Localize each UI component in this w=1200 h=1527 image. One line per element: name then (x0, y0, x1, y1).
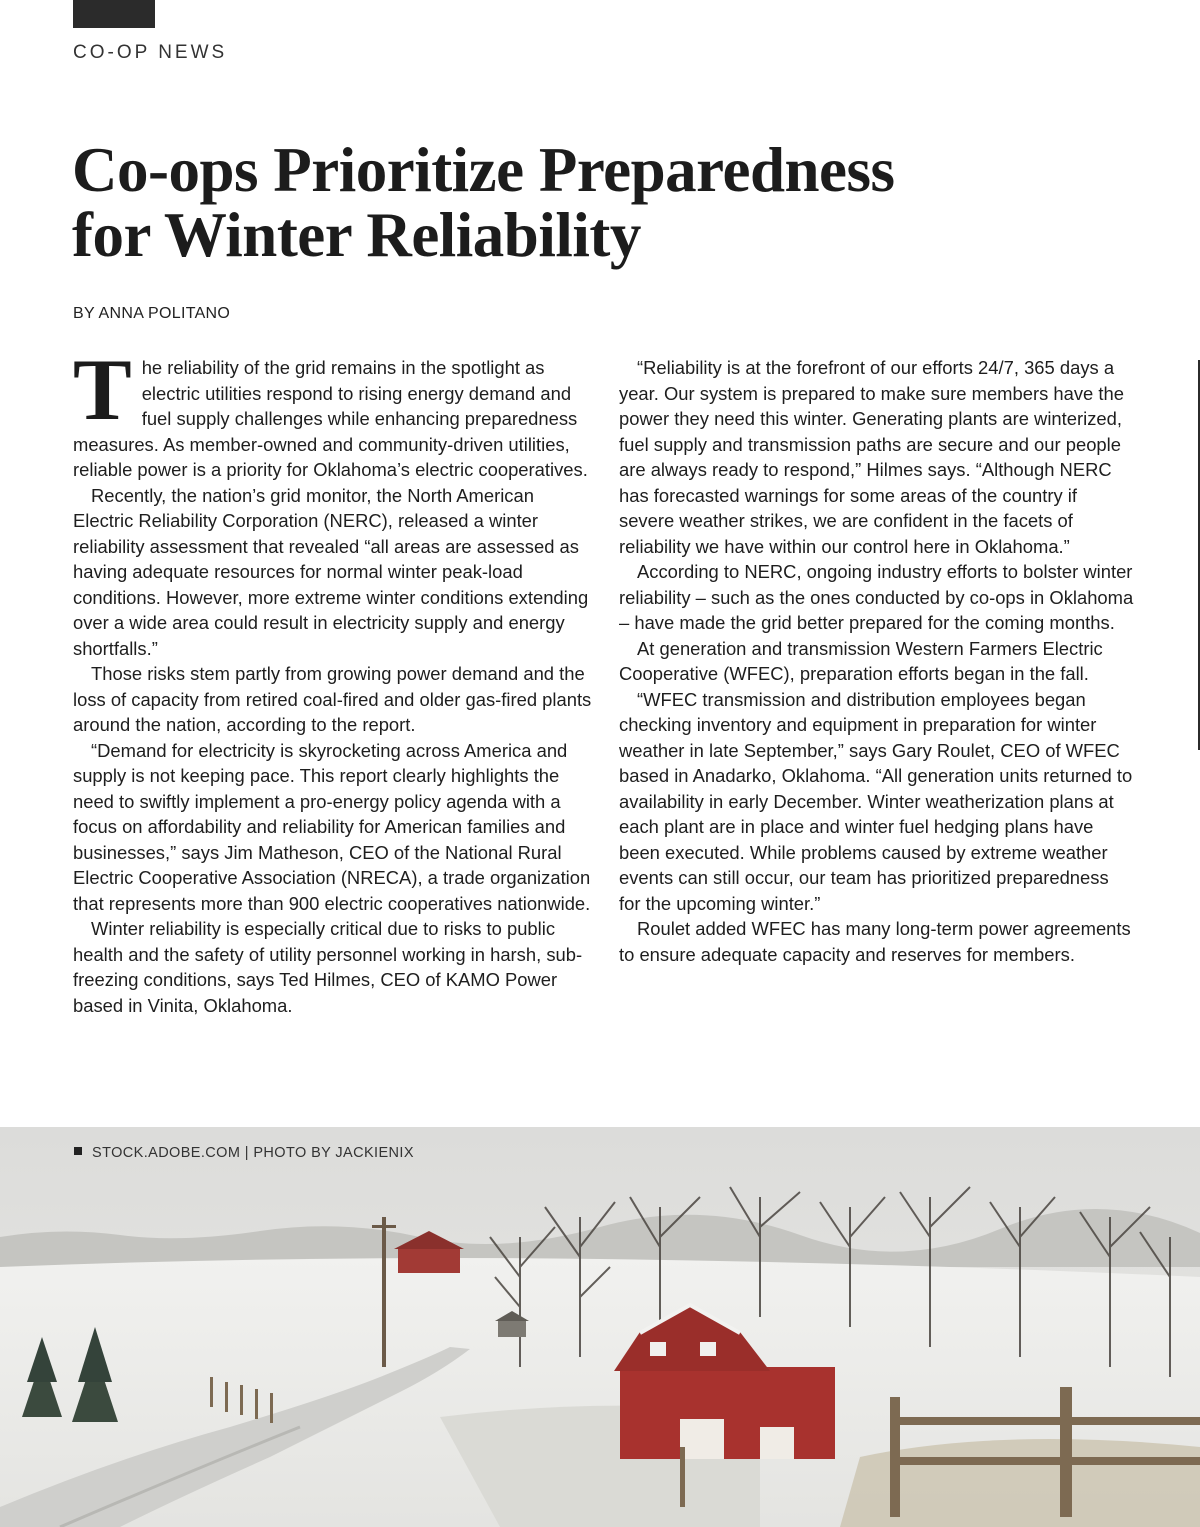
section-label: CO-OP NEWS (73, 42, 228, 63)
article-paragraph: Recently, the nation’s grid monitor, the North American Electric Reliability Corporation (NERC), released a winter reliability assessment that revealed “all areas are assessed as having adequate resources for normal winter peak-load conditions. However, more extreme winter conditions extending over a wide area could result in electricity supply and energy shortfalls.” (73, 484, 589, 659)
credit-square-icon (74, 1147, 82, 1155)
article-paragraph: According to NERC, ongoing industry efforts to bolster winter reliability – such as the ones conducted by co-ops in Oklahoma – have made the grid better prepared for the coming months. (619, 561, 1134, 633)
winter-farm-illustration (0, 1127, 1200, 1527)
article-column-right (619, 355, 1134, 967)
winter-farm-photo (0, 1127, 1200, 1527)
section-tab-bar (73, 0, 155, 28)
headline-line-1: Co-ops Prioritize Preparedness (72, 135, 895, 205)
article-paragraph: At generation and transmission Western Farmers Electric Cooperative (WFEC), preparation efforts began in the fall. (619, 637, 1103, 684)
byline: BY ANNA POLITANO (73, 305, 231, 322)
headline-line-2: for Winter Reliability (72, 200, 641, 270)
article-paragraph: “WFEC transmission and distribution employees began checking inventory and equipment in preparation for winter weather in late September,” says Gary Roulet, CEO of WFEC based in Anadarko, Oklahoma. “All generation units returned to availability in early December. Winter weatherization plans at each plant are in place and winter fuel hedging plans have been executed. While problems caused by extreme weather events can still occur, our team has prioritized preparedness for the upcoming winter.” (619, 688, 1133, 914)
photo-credit: STOCK.ADOBE.COM | PHOTO BY JACKIENIX (74, 1145, 414, 1161)
drop-cap: T (73, 342, 132, 439)
article-paragraph: Winter reliability is especially critical due to risks to public health and the safety of utility personnel working in harsh, sub-freezing conditions, says Ted Hilmes, CEO of KAMO Power based in Vinita, Oklahoma. (73, 918, 583, 1016)
article-paragraph: Roulet added WFEC has many long-term power agreements to ensure adequate capacity and reserves for members. (619, 918, 1131, 965)
article-column-left (73, 342, 593, 1018)
article-paragraph: Those risks stem partly from growing power demand and the loss of capacity from retired coal-fired and older gas-fired plants around the nation, according to the report. (73, 663, 592, 735)
article-paragraph: “Demand for electricity is skyrocketing across America and supply is not keeping pace. This report clearly highlights the need to swiftly implement a pro-energy policy agenda with a focus on affordability and reliability for American families and businesses,” says Jim Matheson, CEO of the National Rural Electric Cooperative Association (NRECA), a trade organization that represents more than 900 electric cooperatives nationwide. (73, 739, 591, 914)
article-paragraph: “Reliability is at the forefront of our efforts 24/7, 365 days a year. Our system is prepared to make sure members have the power they need this winter. Generating plants are winterized, fuel supply and transmission paths are secure and our people are always ready to respond,” Hilmes says. “Although NERC has forecasted warnings for some areas of the country if severe weather strikes, we are confident in the facets of reliability we have within our control here in Oklahoma.” (619, 357, 1124, 557)
article-paragraph: The reliability of the grid remains in the spotlight as electric utilities respond to rising energy demand and fuel supply challenges while enhancing preparedness measures. As member-owned and community-driven utilities, reliable power is a priority for Oklahoma’s electric cooperatives. (73, 342, 588, 480)
headline (72, 135, 1072, 270)
